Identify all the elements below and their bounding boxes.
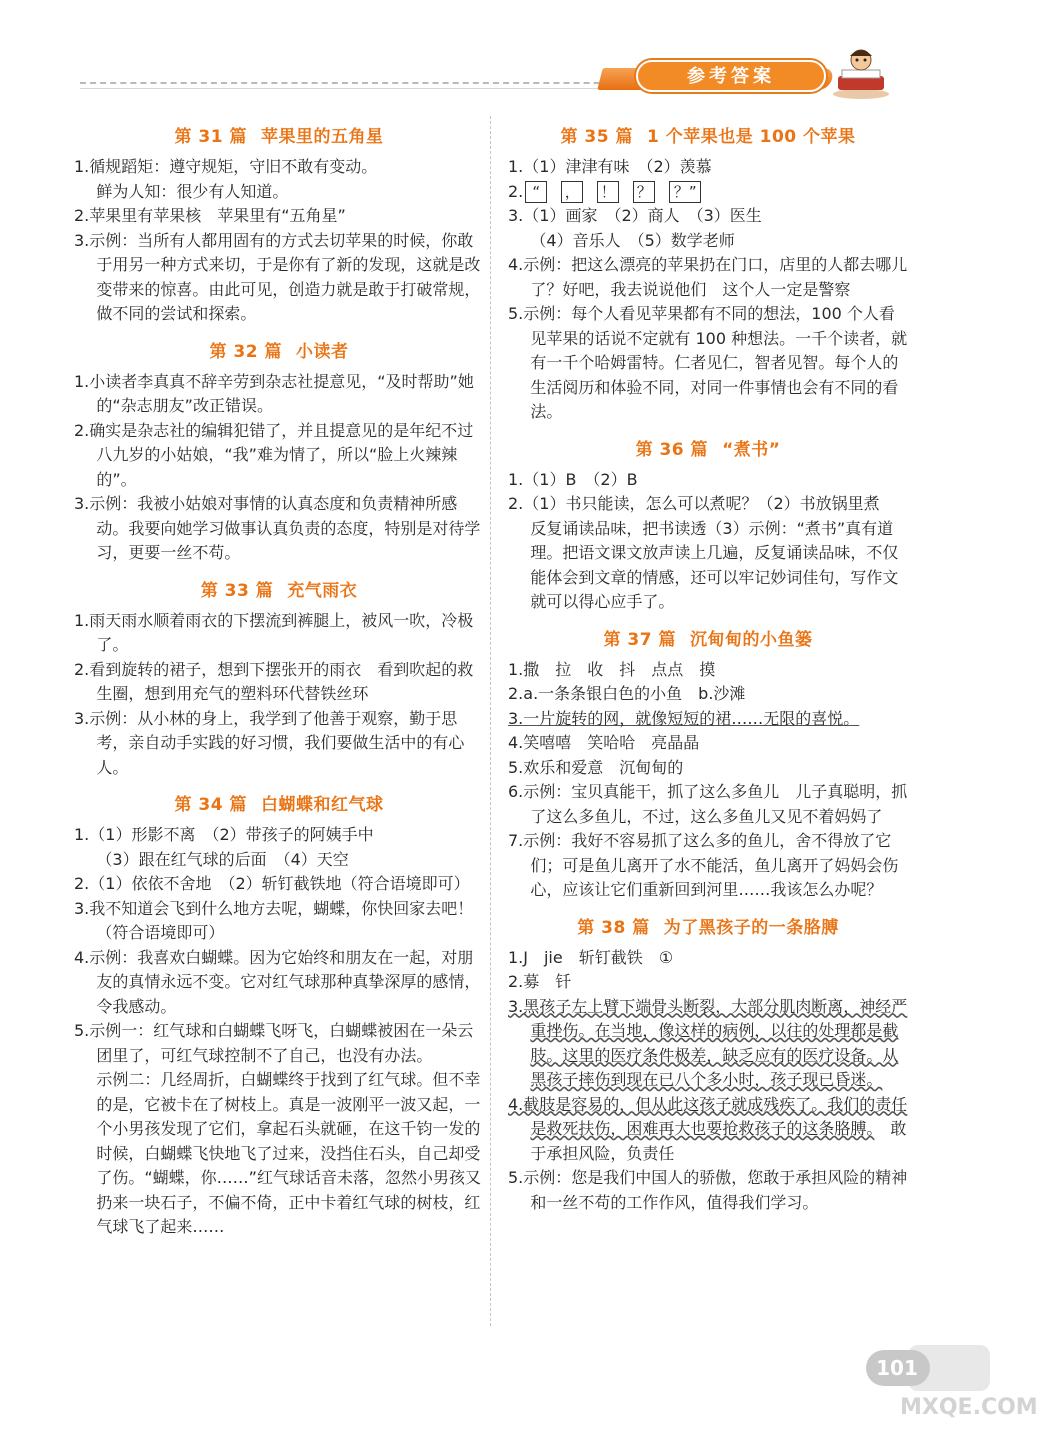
answer-item: 4.示例：我喜欢白蝴蝶。因为它始终和朋友在一起，对朋友的真情永远不变。它对红气球那种真挚深厚的感情，令我感动。 bbox=[74, 947, 481, 1016]
section-name: 为了黑孩子的一条胳膊 bbox=[663, 917, 839, 938]
answer-item: 2.募 钎 bbox=[508, 972, 572, 991]
punctuation-box: ？” bbox=[669, 181, 701, 203]
section-number: 第 38 篇 bbox=[577, 917, 650, 938]
answer-line: （4）音乐人 （5）数学老师 bbox=[530, 230, 735, 250]
page-number: 101 bbox=[876, 1356, 918, 1380]
section-number: 第 36 篇 bbox=[635, 439, 709, 460]
section-33 bbox=[74, 576, 484, 781]
section-35 bbox=[508, 122, 908, 425]
answer-item: 3.我不知道会飞到什么地方去呢，蝴蝶，你快回家去吧！（符合语境即可） bbox=[74, 898, 474, 942]
section-37 bbox=[508, 625, 908, 903]
answer-item: 3.示例：从小林的身上，我学到了他善于观察，勤于思考，亲自动手实践的好习惯，我们要做生活中的有心人。 bbox=[74, 708, 465, 777]
watermark-text: MXQE.COM bbox=[900, 1395, 1038, 1420]
section-name: 小读者 bbox=[296, 341, 349, 362]
punctuation-row bbox=[508, 180, 908, 205]
item-number: 2. bbox=[508, 181, 524, 201]
section-title bbox=[74, 122, 484, 147]
answer-item: 5.示例一：红气球和白蝴蝶飞呀飞，白蝴蝶被困在一朵云团里了，可红气球控制不了自己，也没有办法。 bbox=[74, 1021, 474, 1065]
answer-item: 2.苹果里有苹果核 苹果里有“五角星” bbox=[74, 206, 346, 225]
section-38 bbox=[508, 913, 908, 1216]
answer-item bbox=[508, 1093, 908, 1167]
section-name: 苹果里的五角星 bbox=[261, 127, 384, 147]
section-name: 充气雨衣 bbox=[287, 580, 358, 601]
section-name: 白蝴蝶和红气球 bbox=[261, 795, 384, 815]
header-title: 参考答案 bbox=[687, 66, 775, 87]
answer-line: （3）跟在红气球的后面 （4）天空 bbox=[96, 849, 349, 869]
answer-item: 1.J jie 斩钉截铁 ① bbox=[508, 947, 674, 967]
section-34 bbox=[74, 790, 484, 1240]
answer-item: 4.示例：把这么漂亮的苹果扔在门口，店里的人都去哪儿了？好吧，我去说说他们 这个人一定是警察 bbox=[508, 255, 908, 299]
header-rule bbox=[80, 82, 640, 84]
section-title bbox=[74, 337, 484, 362]
answer-item: 5.示例：您是我们中国人的骄傲，您敢于承担风险的精神和一丝不苟的工作作风，值得我们学习。 bbox=[508, 1168, 908, 1212]
answer-line: 鲜为人知：很少有人知道。 bbox=[96, 181, 289, 201]
answer-item: 1.雨天雨水顺着雨衣的下摆流到裤腿上，被风一吹，冷极了。 bbox=[74, 610, 474, 654]
section-title bbox=[74, 790, 484, 815]
section-31 bbox=[74, 122, 484, 327]
section-number: 第 33 篇 bbox=[200, 580, 274, 601]
answer-item: 1.小读者李真真不辞辛劳到杂志社提意见，“及时帮助”她的“杂志朋友”改正错误。 bbox=[74, 371, 474, 415]
answer-item: 3.示例：我被小姑娘对事情的认真态度和负责精神所感动。我要向她学习做事认真负责的态度，特别是对待学习，更要一丝不苟。 bbox=[74, 494, 481, 562]
punctuation-box: “ bbox=[525, 181, 547, 203]
answer-item: 4.笑嘻嘻 笑哈哈 亮晶晶 bbox=[508, 733, 700, 752]
answer-item: 1.（1）B （2）B bbox=[508, 469, 638, 489]
section-name: 沉甸甸的小鱼篓 bbox=[690, 629, 813, 650]
punctuation-box: ， bbox=[561, 181, 583, 203]
underlined-text: 4.截肢是容易的，但从此这孩子就成残疾了。我们的责任是救死扶伤，困难再大也要抢救孩子的这条胳膊。 bbox=[508, 1094, 908, 1138]
section-number: 第 37 篇 bbox=[603, 629, 676, 650]
section-name: “煮书” bbox=[722, 439, 781, 460]
answer-item: 5.示例：每个人看见苹果都有不同的想法，100 个人看见苹果的话说不定就有 100 种想法。一千个读者，就有一千个哈姆雷特。仁者见仁，智者见智。每个人的生活阅历和体验不同，对同一件事情也会有不同的看法。 bbox=[508, 304, 908, 421]
column-divider bbox=[490, 116, 491, 1326]
answer-line: 示例二：几经周折，白蝴蝶终于找到了红气球。但不幸的是，它被卡在了树枝上。真是一波刚平一波又起，一个小男孩发现了它们，拿起石头就砸，在这千钧一发的时候，白蝴蝶飞快地飞了过来，没挡住石头，自己却受了伤。“蝴蝶，你……”红气球话音未落，忽然小男孩又扔来一块石子，不偏不倚，正中卡着红气球的树枝，红气球飞了起来…… bbox=[96, 1070, 481, 1236]
answer-item: 2.（1）书只能读，怎么可以煮呢？（2）书放锅里煮 反复诵读品味，把书读透（3）示例：“煮书”真有道理。把语文课文放声读上几遍，反复诵读品味，不仅能体会到文章的情感，还可以牢记妙词佳句，写作文就可以得心应手了。 bbox=[508, 494, 899, 611]
answer-item-underlined: 3.黑孩子左上臂下端骨头断裂，大部分肌肉断离，神经严重挫伤。在当地，像这样的病例，以往的处理都是截肢。这里的医疗条件极差，缺乏应有的医疗设备。从黑孩子摔伤到现在已八个多小时，孩子现已昏迷。 bbox=[508, 996, 908, 1089]
answer-text: 敢于承担风险，负责任 bbox=[530, 1119, 907, 1163]
section-36 bbox=[508, 435, 908, 615]
answer-item: 2.看到旋转的裙子，想到下摆张开的雨衣 看到吹起的救生圈，想到用充气的塑料环代替铁丝环 bbox=[74, 659, 474, 703]
answer-item: 2.确实是杂志社的编辑犯错了，并且提意见的是年纪不过八九岁的小姑娘，“我”难为情了，所以“脸上火辣辣的”。 bbox=[74, 420, 474, 489]
answer-item: 3.（1）画家 （2）商人 （3）医生 bbox=[508, 206, 762, 225]
section-title bbox=[508, 435, 908, 460]
answer-item: 7.示例：我好不容易抓了这么多的鱼儿，舍不得放了它们；可是鱼儿离开了水不能活，鱼儿离开了妈妈会伤心，应该让它们重新回到河里……我该怎么办呢？ bbox=[508, 831, 899, 899]
answer-item: 2.a.一条条银白色的小鱼 b.沙滩 bbox=[508, 684, 746, 703]
section-title bbox=[508, 122, 908, 147]
section-title bbox=[508, 625, 908, 650]
answer-item-underlined: 3.一片旋转的网，就像短短的裙……无限的喜悦。 bbox=[508, 708, 860, 728]
section-number: 第 32 篇 bbox=[209, 341, 282, 362]
answer-item: 1.（1）形影不离 （2）带孩子的阿姨手中 bbox=[74, 825, 374, 844]
answer-item: 1.撒 拉 收 抖 点点 摸 bbox=[508, 659, 716, 679]
punctuation-box: ？ bbox=[633, 181, 655, 203]
section-number: 第 34 篇 bbox=[174, 795, 247, 815]
section-number: 第 31 篇 bbox=[174, 127, 247, 147]
answer-item: 2.（1）依依不舍地 （2）斩钉截铁地（符合语境即可） bbox=[74, 874, 470, 893]
section-title bbox=[74, 576, 484, 601]
section-32 bbox=[74, 337, 484, 566]
left-column bbox=[74, 116, 484, 1250]
section-name: 1 个苹果也是 100 个苹果 bbox=[646, 127, 856, 147]
punctuation-box: ！ bbox=[597, 181, 619, 203]
answer-item: 1.（1）津津有味 （2）羡慕 bbox=[508, 157, 712, 176]
mascot-reading-icon bbox=[826, 44, 896, 100]
header-rule-thin bbox=[80, 88, 640, 89]
section-title bbox=[508, 913, 908, 938]
answer-item: 3.示例：当所有人都用固有的方式去切苹果的时候，你敢于用另一种方式来切，于是你有了新的发现，这就是改变带来的惊喜。由此可见，创造力就是敢于打破常规，做不同的尝试和探索。 bbox=[74, 230, 481, 323]
answer-item: 6.示例：宝贝真能干，抓了这么多鱼儿 儿子真聪明，抓了这么多鱼儿，不过，这么多鱼儿又见不着妈妈了 bbox=[508, 782, 908, 826]
answer-item: 1.循规蹈矩：遵守规矩，守旧不敢有变动。 bbox=[74, 157, 378, 176]
right-column bbox=[508, 116, 908, 1225]
answer-item: 5.欢乐和爱意 沉甸甸的 bbox=[508, 757, 684, 777]
section-number: 第 35 篇 bbox=[560, 127, 633, 147]
